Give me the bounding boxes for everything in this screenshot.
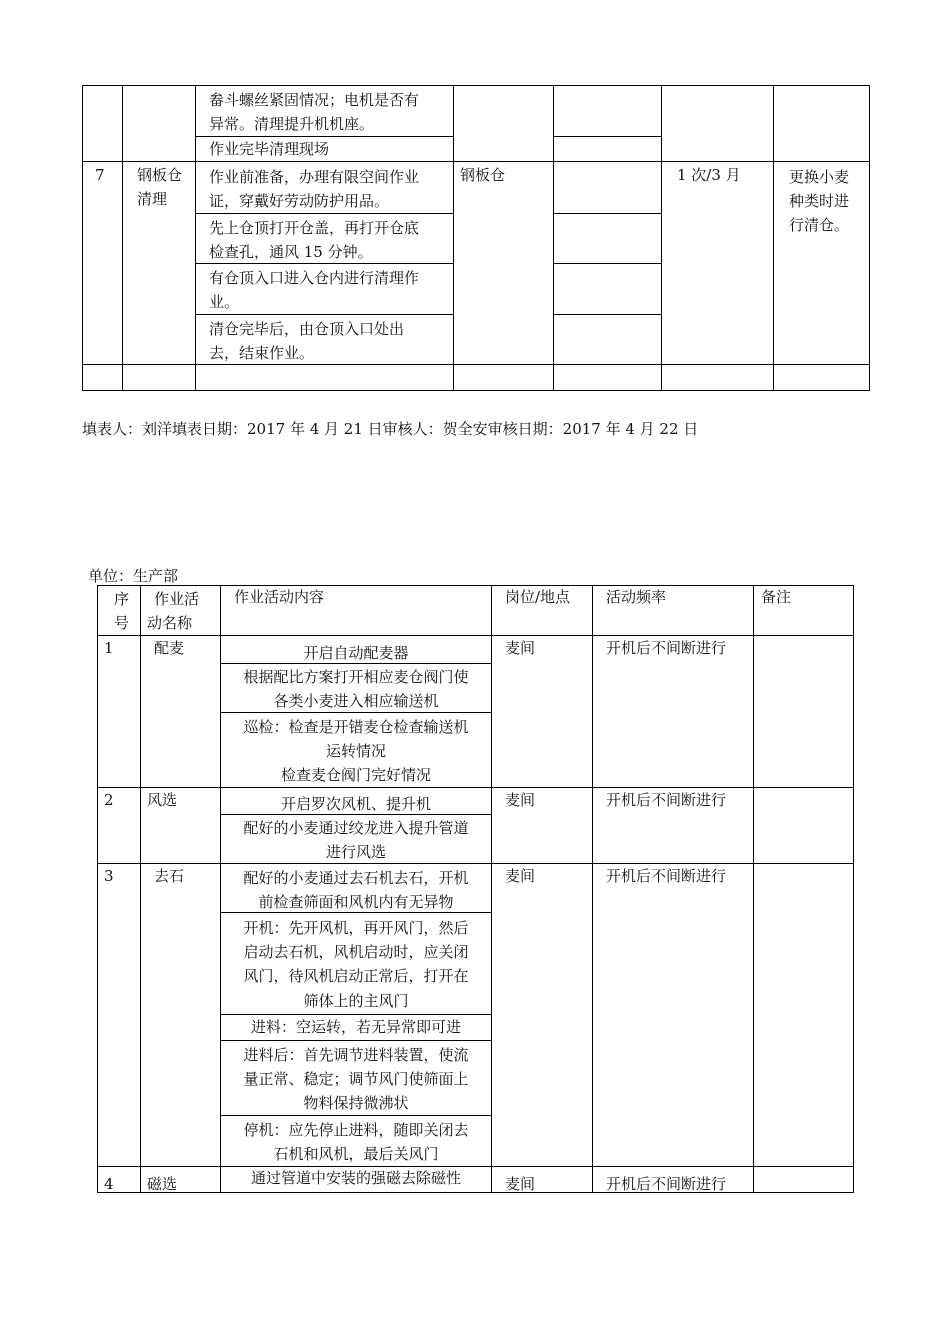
form-signature-line: 填表人：刘洋填表日期：2017 年 4 月 21 日审核人：贺全安审核日期：2017 年 4 月 22 日 [82,420,699,438]
row3-step4-line2: 量正常、稳定；调节风门使筛面上 [243,1070,469,1088]
header-name-line2: 动名称 [147,614,193,632]
row3-step4-line3: 物料保持微沸状 [303,1094,409,1112]
row1-step2-line2: 各类小麦进入相应输送机 [273,692,439,710]
row1-location: 麦间 [505,639,536,657]
row3-step2-line4: 筛体上的主风门 [303,992,409,1010]
header-seq-line1: 序 [114,590,130,608]
row7-name-line1: 钢板仓 [137,166,183,184]
row3-seq: 3 [104,867,114,885]
row7-step1-line1: 作业前准备，办理有限空间作业 [209,168,420,186]
row3-step3: 进料：空运转，若无异常即可进 [250,1018,461,1036]
header-name-line1: 作业活 [154,590,200,608]
row7-step2-line1: 先上仓顶打开仓盖，再打开仓底 [209,219,420,237]
row4-frequency: 开机后不间断进行 [606,1175,727,1193]
row3-name: 去石 [154,867,185,885]
row4-location: 麦间 [505,1175,536,1193]
row2-seq: 2 [104,791,114,809]
header-note: 备注 [761,588,792,606]
table1-top-content-line1: 畚斗螺丝紧固情况；电机是否有 [209,91,420,109]
row7-step3-line2: 业。 [209,293,240,311]
row7-note-line3: 行清仓。 [789,216,850,234]
row4-seq: 4 [104,1175,114,1193]
row1-frequency: 开机后不间断进行 [606,639,727,657]
header-seq-line2: 号 [114,614,130,632]
row3-step2-line2: 启动去石机，风机启动时，应关闭 [243,943,469,961]
header-frequency: 活动频率 [606,588,667,606]
row7-note-line2: 种类时进 [789,192,850,210]
row7-step2-line2: 检查孔，通风 15 分钟。 [209,243,373,261]
row7-seq: 7 [95,166,105,184]
row3-step5-line1: 停机：应先停止进料，随即关闭去 [243,1121,469,1139]
unit-label: 单位：生产部 [88,567,179,585]
row2-frequency: 开机后不间断进行 [606,791,727,809]
row7-step3-line1: 有仓顶入口进入仓内进行清理作 [209,269,420,287]
row2-location: 麦间 [505,791,536,809]
row2-name: 风选 [147,791,178,809]
row3-step4-line1: 进料后：首先调节进料装置，使流 [243,1046,469,1064]
row1-seq: 1 [104,639,114,657]
row7-step4-line1: 清仓完毕后，由仓顶入口处出 [209,320,405,338]
row1-step3-line2: 运转情况 [325,742,386,760]
table1-top-content2: 作业完毕清理现场 [209,140,330,158]
row1-step2-line1: 根据配比方案打开相应麦仓阀门使 [243,668,469,686]
row1-step3-line3: 检查麦仓阀门完好情况 [280,766,431,784]
row4-step1: 通过管道中安装的强磁去除磁性 [250,1169,461,1187]
row3-step1-line1: 配好的小麦通过去石机去石，开机 [243,869,469,887]
row7-name-line2: 清理 [137,190,168,208]
row1-step1: 开启自动配麦器 [303,644,409,662]
row7-location: 钢板仓 [460,166,506,184]
row7-step1-line2: 证，穿戴好劳动防护用品。 [209,192,390,210]
header-location: 岗位/地点 [505,588,571,606]
row3-location: 麦间 [505,867,536,885]
row7-step4-line2: 去，结束作业。 [209,344,315,362]
row3-step2-line1: 开机：先开风机，再开风门，然后 [243,919,469,937]
row2-step1: 开启罗次风机、提升机 [280,795,431,813]
row7-note-line1: 更换小麦 [789,168,850,186]
row3-step5-line2: 石机和风机，最后关风门 [273,1145,439,1163]
row1-name: 配麦 [154,639,185,657]
row3-step2-line3: 风门，待风机启动正常后，打开在 [243,967,469,985]
table1-top-content-line2: 异常。清理提升机机座。 [209,115,375,133]
row3-frequency: 开机后不间断进行 [606,867,727,885]
row2-step2-line2: 进行风选 [325,843,386,861]
header-content: 作业活动内容 [234,588,325,606]
row7-frequency: 1 次/3 月 [677,166,741,184]
row2-step2-line1: 配好的小麦通过绞龙进入提升管道 [243,819,469,837]
row3-step1-line2: 前检查筛面和风机内有无异物 [258,893,454,911]
row4-name: 磁选 [147,1175,178,1193]
row1-step3-line1: 巡检：检查是开错麦仓检查输送机 [243,718,469,736]
